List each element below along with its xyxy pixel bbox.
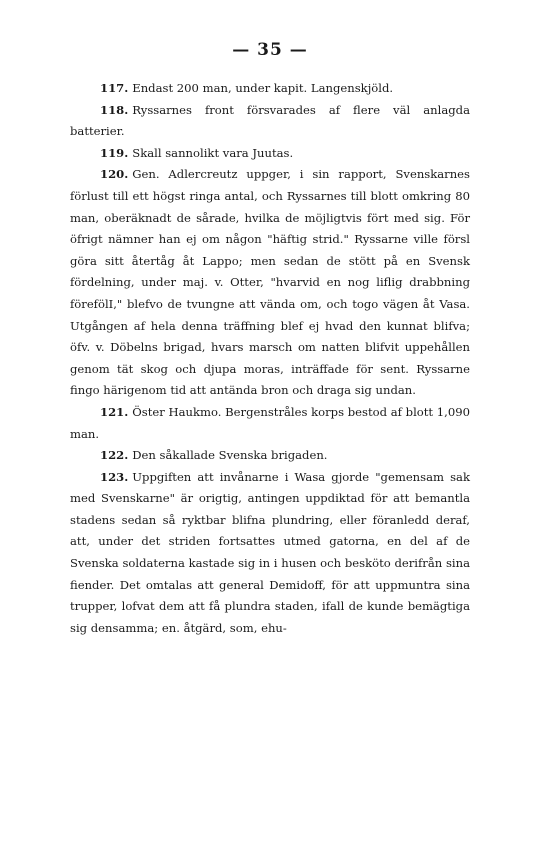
note-text: Endast 200 man, under kapit. Langenskjöld. xyxy=(132,81,394,95)
note-number: 119. xyxy=(100,145,129,160)
note-text: Skall sannolikt vara Juutas. xyxy=(132,145,294,160)
note-119 xyxy=(70,143,470,165)
book-page xyxy=(70,40,470,639)
note-text: Ryssarnes front försvarades af flere väl anlagda batterier. xyxy=(70,102,470,139)
note-text: Gen. Adlercreutz uppger, i sin rapport, Svenskarnes förlust till ett högst ringa antal, och Ryssarnes till blott omkring 80 man, oberäknadt de sårade, hvilka de möjligtvis fört med sig. För öfrigt nämner han ej om någon "häftig strid." Ryssarne ville försl göra sitt återtåg åt Lappo; men sedan de stött på en Svensk fördelning, under maj. v. Otter, "hvarvid en nog liflig drabbning förefölI," blefvo de tvungne att vända om, och togo vägen åt Vasa. Utgången af hela denna träffning blef ej hvad den kunnat blifva; öfv. v. Döbelns brigad, hvars marsch om natten blifvit uppehållen genom tät skog och djupa moras, inträffade för sent. Ryssarne fingo härigenom tid att antända bron och draga sig undan. xyxy=(70,167,470,398)
note-123 xyxy=(70,467,470,640)
note-text: Öster Haukmo. Bergenstråles korps bestod af blott 1,090 man. xyxy=(70,404,470,441)
note-number: 122. xyxy=(100,448,129,463)
note-text: Uppgiften att invånarne i Wasa gjorde "gemensam sak med Svenskarne" är origtig, antingen uppdiktad för att bemantla stadens sedan så ryktbar blifna plundring, eller föranledd deraf, att, under det striden fortsattes utmed gatorna, en del af de Svenska soldaterna kastade sig in i husen och besköto derifrån sina fiender. Det omtalas att general Demidoff, för att uppmuntra sina trupper, lofvat dem att få plundra staden, ifall de kunde bemägtiga sig densamma; en. åtgärd, som, ehu- xyxy=(70,469,470,635)
note-121 xyxy=(70,402,470,445)
note-122 xyxy=(70,445,470,467)
note-120 xyxy=(70,164,470,402)
notes-list xyxy=(70,78,470,639)
note-number: 120. xyxy=(100,167,129,182)
note-number: 118. xyxy=(100,102,129,117)
note-118 xyxy=(70,100,470,143)
page-number-header: — 35 — xyxy=(232,40,308,60)
note-text: Den såkallade Svenska brigaden. xyxy=(132,448,328,463)
note-number: 117. xyxy=(100,81,129,95)
note-number: 123. xyxy=(100,469,129,484)
note-number: 121. xyxy=(100,404,129,419)
note-117 xyxy=(70,78,470,100)
